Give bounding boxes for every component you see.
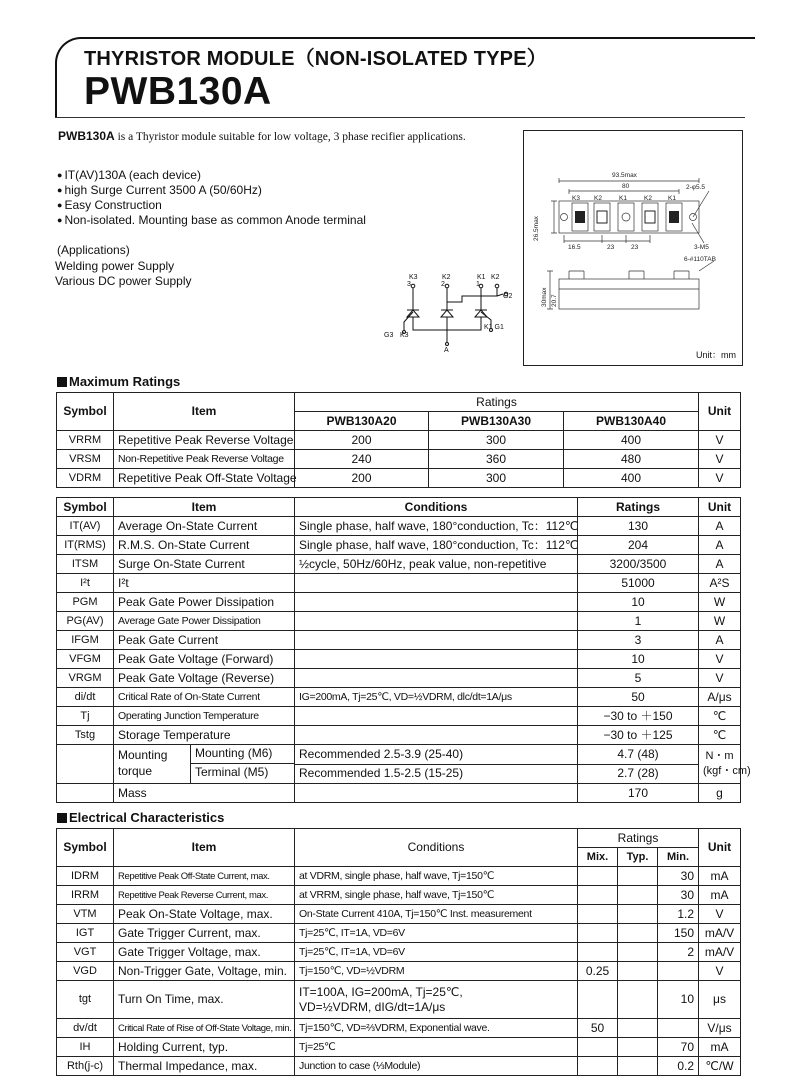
item-cell: Critical Rate of Rise of Off-State Voltage, min. xyxy=(114,1019,295,1038)
table-row xyxy=(57,669,741,688)
model-header: PWB130A30 xyxy=(429,412,564,431)
item-cell: Peak Gate Power Dissipation xyxy=(114,593,295,612)
electrical-table xyxy=(56,828,741,1076)
intro-text xyxy=(58,129,466,143)
dim-label: 2-φ5.5 xyxy=(686,184,706,191)
typ-cell xyxy=(618,1038,658,1057)
condition-cell xyxy=(295,593,578,612)
condition-cell xyxy=(295,707,578,726)
table-row xyxy=(57,688,741,707)
min-cell xyxy=(578,1057,618,1076)
col-header: Mix. xyxy=(578,848,618,867)
unit-cell: ℃ xyxy=(699,707,741,726)
value-cell: 400 xyxy=(564,431,699,450)
symbol-cell: PGM xyxy=(57,593,114,612)
condition-cell: Tj=150℃, VD=½VDRM xyxy=(295,962,578,981)
symbol-cell: PG(AV) xyxy=(57,612,114,631)
value-cell: 300 xyxy=(429,431,564,450)
table-row xyxy=(57,726,741,745)
table-row xyxy=(57,707,741,726)
symbol-cell: VRSM xyxy=(57,450,114,469)
col-header: Unit xyxy=(699,829,741,867)
condition-cell: at VRRM, single phase, half wave, Tj=150℃ xyxy=(295,886,578,905)
col-header: Conditions xyxy=(295,498,578,517)
symbol-cell: IFGM xyxy=(57,631,114,650)
value-cell: −30 to ＋125 xyxy=(578,726,699,745)
symbol-cell: IRRM xyxy=(57,886,114,905)
circuit-label: K2 xyxy=(442,274,451,281)
torque-m5: Terminal (M5) xyxy=(195,765,269,779)
table-row xyxy=(57,469,741,488)
table-row xyxy=(57,431,741,450)
feature-item: ● high Surge Current 3500 A (50/60Hz) xyxy=(57,183,366,198)
circuit-diagram xyxy=(380,272,520,354)
value-cell: 200 xyxy=(295,431,429,450)
item-cell: Repetitive Peak Off-State Current, max. xyxy=(114,867,295,886)
max-cell: 30 xyxy=(658,886,699,905)
dim-label: 26.5max xyxy=(533,216,540,241)
symbol-cell: tgt xyxy=(57,981,114,1019)
value-cell: 130 xyxy=(578,517,699,536)
col-header: Ratings xyxy=(295,393,699,412)
value-cell: 300 xyxy=(429,469,564,488)
condition-cell: ½cycle, 50Hz/60Hz, peak value, non-repetitive xyxy=(295,555,578,574)
value-cell: 10 xyxy=(578,593,699,612)
outline-drawing xyxy=(523,130,743,366)
min-cell: 50 xyxy=(578,1019,618,1038)
table-row xyxy=(57,450,741,469)
condition-cell: Recommended 2.5-3.9 (25-40) xyxy=(295,745,578,765)
symbol-cell: IT(AV) xyxy=(57,517,114,536)
item-cell: Operating Junction Temperature xyxy=(114,707,295,726)
unit-cell: N・m xyxy=(705,750,734,762)
min-cell xyxy=(578,924,618,943)
unit-cell: V xyxy=(699,469,741,488)
table-row xyxy=(57,784,741,803)
dim-label: 23 xyxy=(631,244,639,251)
max-cell: 30 xyxy=(658,867,699,886)
table-row xyxy=(57,1057,741,1076)
min-cell xyxy=(578,1038,618,1057)
dim-label: 20.7 xyxy=(551,294,558,307)
unit-cell: mA xyxy=(699,867,741,886)
typ-cell xyxy=(618,1019,658,1038)
value-cell: 200 xyxy=(295,469,429,488)
table-row xyxy=(57,1019,741,1038)
value-cell: 170 xyxy=(578,784,699,803)
item-cell: Repetitive Peak Reverse Current, max. xyxy=(114,886,295,905)
item-cell: R.M.S. On-State Current xyxy=(114,536,295,555)
value-cell: 51000 xyxy=(578,574,699,593)
max-cell xyxy=(658,962,699,981)
max-cell: 2 xyxy=(658,943,699,962)
circuit-label: 1 xyxy=(476,281,480,288)
col-header: Ratings xyxy=(578,498,699,517)
item-cell: Non-Trigger Gate, Voltage, min. xyxy=(114,962,295,981)
terminal-label: K3 xyxy=(572,195,580,202)
unit-cell: mA xyxy=(699,1038,741,1057)
col-header: Ratings xyxy=(578,829,699,848)
terminal-label: K1 xyxy=(619,195,627,202)
header-divider xyxy=(55,117,745,118)
condition-cell xyxy=(295,650,578,669)
item-cell: Non-Repetitive Peak Reverse Voltage xyxy=(114,450,295,469)
dim-label: 93.5max xyxy=(612,172,637,179)
table-row xyxy=(57,536,741,555)
condition-cell: Tj=25℃ xyxy=(295,1038,578,1057)
table-row xyxy=(57,555,741,574)
max-cell xyxy=(658,1019,699,1038)
max-cell: 1.2 xyxy=(658,905,699,924)
value-cell: 480 xyxy=(564,450,699,469)
item-cell: Mass xyxy=(114,784,295,803)
applications-heading: (Applications) xyxy=(57,243,130,257)
terminal-label: K1 xyxy=(668,195,676,202)
unit-cell: V xyxy=(699,962,741,981)
item-cell: Holding Current, typ. xyxy=(114,1038,295,1057)
symbol-cell: VFGM xyxy=(57,650,114,669)
table-row xyxy=(57,981,741,1019)
table-row xyxy=(57,593,741,612)
condition-cell xyxy=(295,669,578,688)
symbol-cell: IDRM xyxy=(57,867,114,886)
item-cell: Gate Trigger Voltage, max. xyxy=(114,943,295,962)
terminal-label: K2 xyxy=(594,195,602,202)
unit-cell: V xyxy=(699,431,741,450)
value-cell: 360 xyxy=(429,450,564,469)
unit-cell: A xyxy=(699,517,741,536)
unit-cell: A xyxy=(699,555,741,574)
value-cell: 5 xyxy=(578,669,699,688)
table-row xyxy=(57,1038,741,1057)
unit-cell: mA xyxy=(699,886,741,905)
col-header: Symbol xyxy=(57,829,114,867)
symbol-cell: Tj xyxy=(57,707,114,726)
col-header: Symbol xyxy=(57,393,114,431)
typ-cell xyxy=(618,867,658,886)
value-cell: 400 xyxy=(564,469,699,488)
unit-cell: mA/V xyxy=(699,924,741,943)
value-cell: 3200/3500 xyxy=(578,555,699,574)
dim-label: 6-#110TAB xyxy=(684,256,716,263)
feature-list xyxy=(57,168,366,228)
condition-cell: Tj=25℃, IT=1A, VD=6V xyxy=(295,943,578,962)
value-cell: −30 to ＋150 xyxy=(578,707,699,726)
condition-cell: On-State Current 410A, Tj=150℃ Inst. measurement xyxy=(295,905,578,924)
item-cell: Thermal Impedance, max. xyxy=(114,1057,295,1076)
condition-cell: IG=200mA, Tj=25℃, VD=½VDRM, dlc/dt=1A/μs xyxy=(295,688,578,707)
unit-cell: V/μs xyxy=(699,1019,741,1038)
unit-cell: A xyxy=(699,631,741,650)
min-cell xyxy=(578,905,618,924)
applications-list xyxy=(55,259,192,289)
col-header: Typ. xyxy=(618,848,658,867)
item-cell: I²t xyxy=(114,574,295,593)
typ-cell xyxy=(618,886,658,905)
item-cell: Turn On Time, max. xyxy=(114,981,295,1019)
col-header: Item xyxy=(114,829,295,867)
terminal-label: K2 xyxy=(644,195,652,202)
min-cell xyxy=(578,867,618,886)
unit-cell: V xyxy=(699,669,741,688)
item-cell: Peak Gate Current xyxy=(114,631,295,650)
unit-label: Unit：mm xyxy=(696,350,736,360)
circuit-label: K3 xyxy=(409,274,418,281)
condition-cell: Single phase, half wave, 180°conduction, Tc：112℃ xyxy=(295,536,578,555)
col-header: Symbol xyxy=(57,498,114,517)
table-row xyxy=(57,612,741,631)
typ-cell xyxy=(618,905,658,924)
col-header: Unit xyxy=(699,498,741,517)
circuit-label: A xyxy=(444,347,449,354)
symbol-cell: VGD xyxy=(57,962,114,981)
symbol-cell: IT(RMS) xyxy=(57,536,114,555)
model-header: PWB130A40 xyxy=(564,412,699,431)
value-cell: 204 xyxy=(578,536,699,555)
min-cell xyxy=(578,886,618,905)
col-header: Min. xyxy=(658,848,699,867)
condition-cell: Single phase, half wave, 180°conduction, Tc：112℃ xyxy=(295,517,578,536)
item-cell: Average On-State Current xyxy=(114,517,295,536)
table-row xyxy=(57,867,741,886)
dim-label: 3-M5 xyxy=(694,244,709,251)
max-cell: 0.2 xyxy=(658,1057,699,1076)
model-header: PWB130A20 xyxy=(295,412,429,431)
circuit-label: K2 xyxy=(491,274,500,281)
dim-label: 30max xyxy=(541,287,548,307)
col-header: Item xyxy=(114,393,295,431)
symbol-cell: IH xyxy=(57,1038,114,1057)
condition-cell xyxy=(295,726,578,745)
condition-cell: at VDRM, single phase, half wave, Tj=150℃ xyxy=(295,867,578,886)
typ-cell xyxy=(618,1057,658,1076)
circuit-label: G2 xyxy=(503,293,513,300)
symbol-cell: I²t xyxy=(57,574,114,593)
item-cell: Average Gate Power Dissipation xyxy=(114,612,295,631)
circuit-label: G3 xyxy=(384,332,394,339)
page-title: PWB130A xyxy=(84,70,272,113)
item-cell: Peak Gate Voltage (Reverse) xyxy=(114,669,295,688)
dim-label: 16.5 xyxy=(568,244,581,251)
torque-label: torque xyxy=(118,764,153,778)
col-header: Conditions xyxy=(295,829,578,867)
application-item: Various DC power Supply xyxy=(55,274,192,288)
value-cell: 1 xyxy=(578,612,699,631)
condition-cell xyxy=(295,631,578,650)
intro-description: is a Thyristor module suitable for low voltage, 3 phase recifier applications. xyxy=(114,131,466,143)
unit-cell: (kgf・cm) xyxy=(703,765,751,777)
symbol-cell: VDRM xyxy=(57,469,114,488)
symbol-cell: VRRM xyxy=(57,431,114,450)
value-cell: 3 xyxy=(578,631,699,650)
unit-cell: A/μs xyxy=(699,688,741,707)
circuit-label: K1 xyxy=(477,274,486,281)
symbol-cell: di/dt xyxy=(57,688,114,707)
unit-cell: W xyxy=(699,612,741,631)
unit-cell: mA/V xyxy=(699,943,741,962)
condition-cell: Junction to case (⅓Module) xyxy=(295,1057,578,1076)
circuit-label: 2 xyxy=(441,281,445,288)
value-cell: 240 xyxy=(295,450,429,469)
unit-cell: g xyxy=(699,784,741,803)
symbol-cell: Rth(j-c) xyxy=(57,1057,114,1076)
value-cell: 10 xyxy=(658,981,699,1019)
torque-label: Mounting xyxy=(118,748,168,762)
intro-model: PWB130A xyxy=(58,129,115,143)
symbol-cell: VTM xyxy=(57,905,114,924)
symbol-cell: VRGM xyxy=(57,669,114,688)
section-heading: Maximum Ratings xyxy=(57,374,180,389)
condition-cell xyxy=(295,612,578,631)
condition-line: IT=100A, IG=200mA, Tj=25℃, xyxy=(299,984,463,999)
condition-cell xyxy=(295,574,578,593)
unit-cell: A xyxy=(699,536,741,555)
feature-item: ● IT(AV)130A (each device) xyxy=(57,168,366,183)
typ-cell xyxy=(618,924,658,943)
condition-cell: Recommended 1.5-2.5 (15-25) xyxy=(295,764,578,784)
unit-cell: V xyxy=(699,905,741,924)
table-row xyxy=(57,631,741,650)
unit-cell: V xyxy=(699,450,741,469)
symbol-cell: Tstg xyxy=(57,726,114,745)
condition-cell: Tj=25℃, IT=1A, VD=6V xyxy=(295,924,578,943)
condition-line: VD=½VDRM, dIG/dt=1A/μs xyxy=(299,999,446,1014)
dim-label: 80 xyxy=(622,183,630,190)
table-row xyxy=(57,962,741,981)
max-ratings-table-voltage xyxy=(56,392,741,488)
unit-cell: W xyxy=(699,593,741,612)
table-row xyxy=(57,574,741,593)
item-cell: Repetitive Peak Off-State Voltage xyxy=(114,469,295,488)
max-cell: 70 xyxy=(658,1038,699,1057)
item-cell: Surge On-State Current xyxy=(114,555,295,574)
circuit-label: K1 G1 xyxy=(484,324,504,331)
symbol-cell: IGT xyxy=(57,924,114,943)
item-cell: Peak On-State Voltage, max. xyxy=(114,905,295,924)
circuit-label: 3 xyxy=(407,281,411,288)
value-cell: 4.7 (48) xyxy=(578,745,699,765)
outline-drawing-svg xyxy=(524,131,742,351)
min-cell: 0.25 xyxy=(578,962,618,981)
item-cell: Peak Gate Voltage (Forward) xyxy=(114,650,295,669)
value-cell: 10 xyxy=(578,650,699,669)
table-row xyxy=(57,924,741,943)
table-row xyxy=(57,905,741,924)
col-header: Unit xyxy=(699,393,741,431)
feature-item: ● Easy Construction xyxy=(57,198,366,213)
item-cell: Storage Temperature xyxy=(114,726,295,745)
unit-cell: ℃ xyxy=(699,726,741,745)
feature-item: ● Non-isolated. Mounting base as common Anode terminal xyxy=(57,213,366,228)
typ-cell xyxy=(618,962,658,981)
item-cell: Critical Rate of On-State Current xyxy=(114,688,295,707)
application-item: Welding power Supply xyxy=(55,259,175,273)
item-cell: Gate Trigger Current, max. xyxy=(114,924,295,943)
typ-cell xyxy=(618,943,658,962)
symbol-cell: dv/dt xyxy=(57,1019,114,1038)
item-cell: Repetitive Peak Reverse Voltage xyxy=(114,431,295,450)
max-ratings-table-main xyxy=(56,497,751,803)
table-row xyxy=(57,943,741,962)
table-row xyxy=(57,886,741,905)
symbol-cell: ITSM xyxy=(57,555,114,574)
unit-cell: V xyxy=(699,650,741,669)
page-subtitle: THYRISTOR MODULE（NON-ISOLATED TYPE） xyxy=(84,48,547,70)
table-row xyxy=(57,745,741,765)
dim-label: 23 xyxy=(607,244,615,251)
table-row xyxy=(57,650,741,669)
torque-m6: Mounting (M6) xyxy=(191,745,294,764)
max-cell: 150 xyxy=(658,924,699,943)
value-cell: 50 xyxy=(578,688,699,707)
unit-cell: ℃/W xyxy=(699,1057,741,1076)
section-heading: Electrical Characteristics xyxy=(57,810,224,825)
circuit-label: K3 xyxy=(400,332,409,339)
table-row xyxy=(57,517,741,536)
col-header: Item xyxy=(114,498,295,517)
unit-cell: μs xyxy=(699,981,741,1019)
value-cell: 2.7 (28) xyxy=(578,764,699,784)
unit-cell: A²S xyxy=(699,574,741,593)
min-cell xyxy=(578,943,618,962)
symbol-cell: VGT xyxy=(57,943,114,962)
condition-cell: Tj=150℃, VD=⅔VDRM, Exponential wave. xyxy=(295,1019,578,1038)
